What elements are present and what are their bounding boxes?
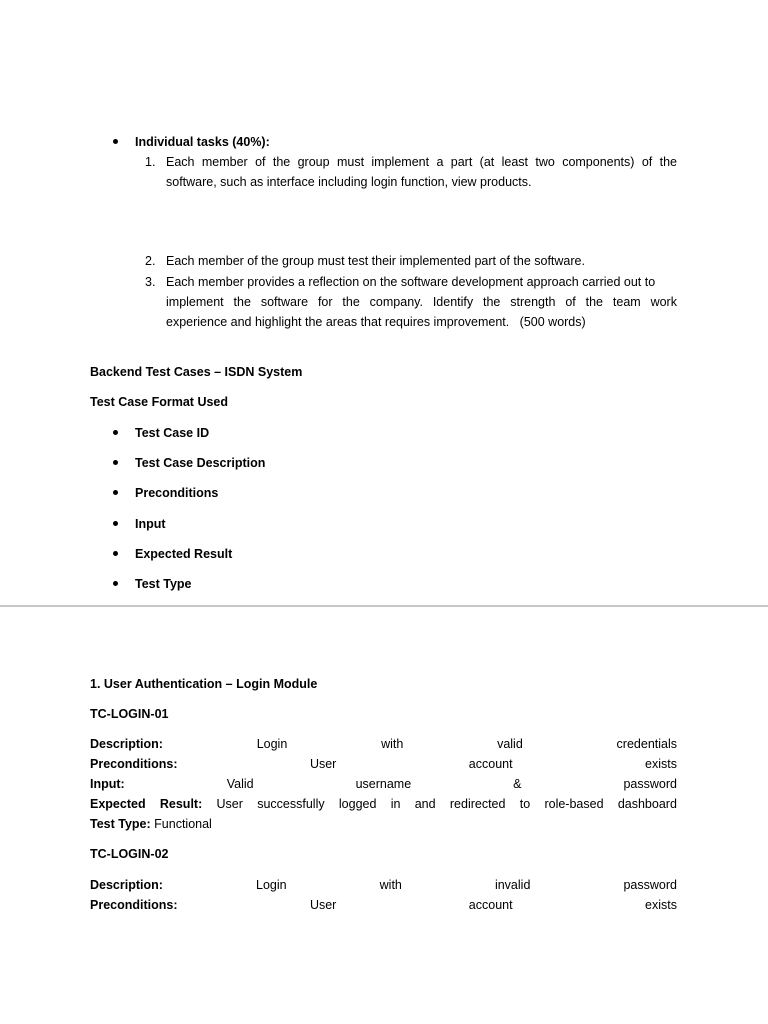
format-heading: Test Case Format Used <box>90 395 229 409</box>
bullet-icon <box>113 521 118 526</box>
word: company. <box>369 295 423 309</box>
word: (at <box>479 155 495 169</box>
format-item: Test Case ID <box>135 426 210 440</box>
tc1-input-line <box>90 774 677 794</box>
word: Each <box>166 155 195 169</box>
field-label: Result: <box>159 797 203 811</box>
word: the <box>659 155 677 169</box>
word: account <box>468 898 513 912</box>
word: and <box>414 797 436 811</box>
bullet-icon <box>113 551 118 556</box>
word: least <box>501 155 529 169</box>
word: a <box>436 155 444 169</box>
word: of <box>255 155 266 169</box>
word: implement <box>371 155 430 169</box>
tc2-preconditions-line <box>90 895 677 915</box>
word: invalid <box>494 878 531 892</box>
word: account <box>468 757 513 771</box>
word: the <box>272 155 291 169</box>
tc1-expected-line <box>90 794 677 814</box>
backend-title: Backend Test Cases – ISDN System <box>90 365 303 379</box>
word: of <box>565 295 576 309</box>
word: User <box>309 757 337 771</box>
word: part <box>450 155 473 169</box>
word: credentials <box>616 737 677 751</box>
task-1-line-2: software, such as interface including login function, view products. <box>166 175 532 189</box>
word: & <box>513 777 522 791</box>
word: to <box>519 797 531 811</box>
test-case-id: TC-LOGIN-02 <box>90 847 169 861</box>
bullet-icon <box>113 460 118 465</box>
test-type-value: Functional <box>154 817 212 831</box>
word: in <box>390 797 401 811</box>
section-1-title: 1. User Authentication – Login Module <box>90 677 318 691</box>
word: implement <box>166 295 224 309</box>
word: password <box>623 777 677 791</box>
word: with <box>381 737 404 751</box>
word: Login <box>256 737 288 751</box>
word: strength <box>510 295 556 309</box>
word: work <box>650 295 677 309</box>
bullet-icon <box>113 581 118 586</box>
tc1-preconditions-line <box>90 754 677 774</box>
task-3-line-3: experience and highlight the areas that requires improvement. (500 words) <box>166 315 586 329</box>
word: redirected <box>449 797 506 811</box>
word: successfully <box>257 797 325 811</box>
word: Valid <box>226 777 254 791</box>
document-page-2 <box>0 607 768 1024</box>
bullet-icon <box>113 139 118 144</box>
word: components) <box>562 155 635 169</box>
word: password <box>623 878 677 892</box>
list-number: 1. <box>145 155 156 169</box>
word: role-based <box>544 797 604 811</box>
tc2-description-line <box>90 875 677 895</box>
field-label: Expected <box>90 797 146 811</box>
word: logged <box>338 797 377 811</box>
field-label: Preconditions: <box>90 898 178 912</box>
word: exists <box>645 757 677 771</box>
word: of <box>641 155 653 169</box>
format-item: Test Type <box>135 577 192 591</box>
word: team <box>612 295 641 309</box>
field-label: Description: <box>90 737 163 751</box>
word: must <box>336 155 365 169</box>
task-2-text: Each member of the group must test their implemented part of the software. <box>166 254 585 268</box>
word: valid <box>497 737 523 751</box>
format-item: Expected Result <box>135 547 233 561</box>
word: with <box>379 878 402 892</box>
word: Identify <box>432 295 474 309</box>
word: User <box>309 898 337 912</box>
format-item: Input <box>135 517 166 531</box>
list-number: 3. <box>145 275 156 289</box>
task-3-line-1: Each member provides a reflection on the software development approach carried out to <box>166 275 656 289</box>
word: username <box>355 777 412 791</box>
word: member <box>201 155 248 169</box>
word: two <box>535 155 555 169</box>
test-case-id: TC-LOGIN-01 <box>90 707 169 721</box>
word: software <box>260 295 309 309</box>
word: exists <box>645 898 677 912</box>
task-1-line-1 <box>166 152 677 172</box>
format-item: Test Case Description <box>135 456 266 470</box>
bullet-icon <box>113 490 118 495</box>
field-label: Input: <box>90 777 125 791</box>
individual-tasks-heading: Individual tasks (40%): <box>135 135 270 149</box>
word: group <box>297 155 330 169</box>
field-label: Preconditions: <box>90 757 178 771</box>
word: for <box>317 295 333 309</box>
tc1-type-line <box>90 814 212 834</box>
field-label: Description: <box>90 878 163 892</box>
task-3-line-2 <box>166 292 677 312</box>
word: the <box>585 295 604 309</box>
word: the <box>483 295 501 309</box>
test-type-label: Test Type: <box>90 817 151 831</box>
list-number: 2. <box>145 254 156 268</box>
word: Login <box>256 878 287 892</box>
word: dashboard <box>617 797 677 811</box>
word: User <box>216 797 243 811</box>
bullet-icon <box>113 430 118 435</box>
format-item: Preconditions <box>135 486 219 500</box>
word: the <box>342 295 360 309</box>
word: the <box>233 295 251 309</box>
tc1-description-line <box>90 734 677 754</box>
